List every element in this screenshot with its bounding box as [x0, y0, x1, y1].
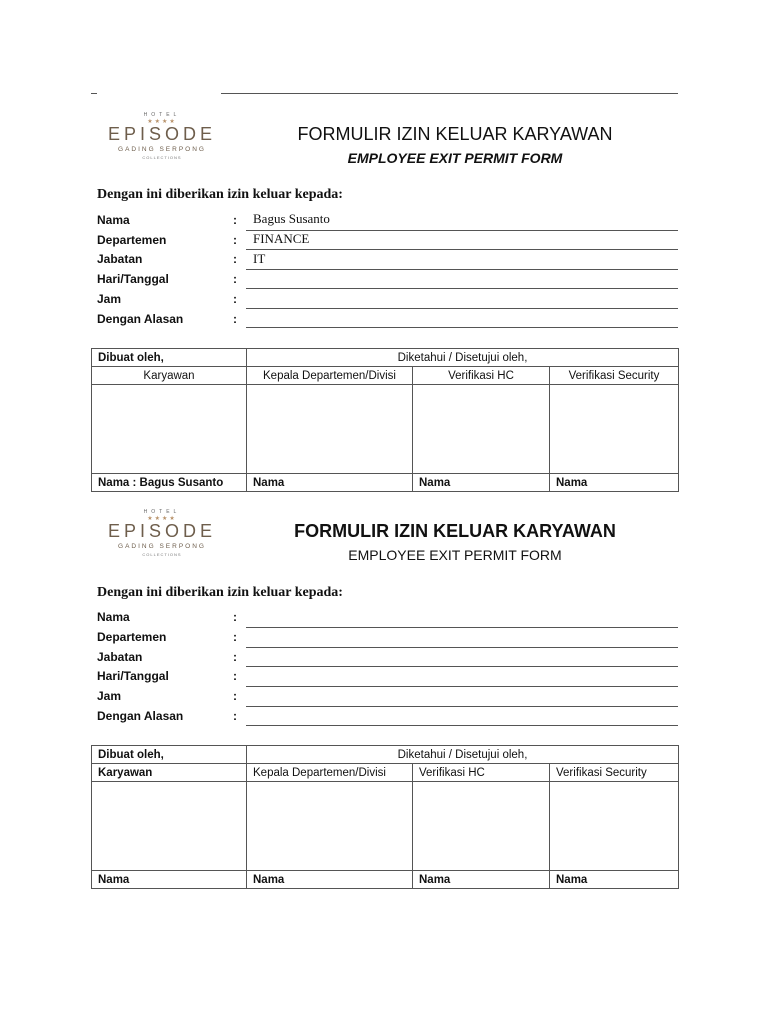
field-underline: [246, 706, 678, 707]
field-label-jam: Jam: [97, 689, 122, 703]
logo-collection-text: COLLECTIONS: [142, 552, 182, 557]
column-header-verifikasi-security: Verifikasi Security: [550, 367, 679, 385]
signature-box-kepala-departemen[interactable]: [247, 782, 413, 871]
column-header-kepala-departemen: Kepala Departemen/Divisi: [247, 764, 413, 782]
top-rule: [221, 93, 678, 94]
field-label-nama: Nama: [97, 213, 130, 227]
signature-box-verifikasi-security[interactable]: [550, 385, 679, 474]
form-intro: Dengan ini diberikan izin keluar kepada:: [97, 187, 343, 202]
field-colon: :: [233, 312, 237, 326]
signature-box-kepala-departemen[interactable]: [247, 385, 413, 474]
field-label-departemen: Departemen: [97, 630, 167, 644]
form-title: FORMULIR IZIN KELUAR KARYAWAN: [294, 521, 616, 541]
field-underline: [246, 666, 678, 667]
approved-by-header: Diketahui / Disetujui oleh,: [247, 746, 679, 764]
signature-box-karyawan[interactable]: [92, 782, 247, 871]
column-header-karyawan: Karyawan: [92, 764, 247, 782]
column-header-verifikasi-hc: Verifikasi HC: [413, 764, 550, 782]
made-by-header: Dibuat oleh,: [92, 746, 247, 764]
field-label-jabatan: Jabatan: [97, 650, 143, 664]
signature-table: [91, 348, 679, 492]
name-cell-verifikasi-hc: Nama: [413, 871, 550, 889]
field-underline: [246, 686, 678, 687]
field-colon: :: [233, 610, 237, 624]
column-header-kepala-departemen: Kepala Departemen/Divisi: [247, 367, 413, 385]
field-colon: :: [233, 213, 237, 227]
signature-box-verifikasi-hc[interactable]: [413, 782, 550, 871]
field-label-jam: Jam: [97, 292, 122, 306]
signature-box-verifikasi-security[interactable]: [550, 782, 679, 871]
field-underline: [246, 308, 678, 309]
field-underline: [246, 647, 678, 648]
logo-location-text: GADING SERPONG: [118, 146, 206, 153]
field-label-hari-tanggal: Hari/Tanggal: [97, 272, 169, 286]
field-underline: [246, 288, 678, 289]
field-colon: :: [233, 669, 237, 683]
field-colon: :: [233, 272, 237, 286]
signature-box-verifikasi-hc[interactable]: [413, 385, 550, 474]
name-cell-verifikasi-security: Nama: [550, 474, 679, 492]
name-cell-kepala-departemen: Nama: [247, 871, 413, 889]
field-colon: :: [233, 233, 237, 247]
logo-collection-text: COLLECTIONS: [142, 155, 182, 160]
field-label-alasan: Dengan Alasan: [97, 312, 184, 326]
field-underline: [246, 230, 678, 231]
column-header-verifikasi-security: Verifikasi Security: [550, 764, 679, 782]
form-intro: Dengan ini diberikan izin keluar kepada:: [97, 585, 343, 600]
field-underline: [246, 249, 678, 250]
logo-hotel-text: HOTEL: [143, 509, 181, 515]
logo-brand-text: EPISODE: [107, 521, 217, 541]
form-title: FORMULIR IZIN KELUAR KARYAWAN: [297, 124, 613, 144]
field-value-nama[interactable]: Bagus Susanto: [253, 211, 330, 226]
field-underline: [246, 327, 678, 328]
hotel-logo: [100, 112, 224, 168]
signature-table: [91, 745, 679, 889]
column-header-karyawan: Karyawan: [92, 367, 247, 385]
name-cell-verifikasi-hc: Nama: [413, 474, 550, 492]
field-colon: :: [233, 689, 237, 703]
hotel-logo: [100, 509, 224, 565]
field-colon: :: [233, 630, 237, 644]
form-subtitle: EMPLOYEE EXIT PERMIT FORM: [347, 150, 563, 166]
column-header-verifikasi-hc: Verifikasi HC: [413, 367, 550, 385]
field-colon: :: [233, 709, 237, 723]
name-cell-verifikasi-security: Nama: [550, 871, 679, 889]
approved-by-header: Diketahui / Disetujui oleh,: [247, 349, 679, 367]
made-by-header: Dibuat oleh,: [92, 349, 247, 367]
field-underline: [246, 725, 678, 726]
field-underline: [246, 627, 678, 628]
name-cell-kepala-departemen: Nama: [247, 474, 413, 492]
name-cell-karyawan: Nama: [92, 871, 247, 889]
logo-stars-icon: ★★★★: [147, 119, 177, 125]
field-colon: :: [233, 292, 237, 306]
field-label-hari-tanggal: Hari/Tanggal: [97, 669, 169, 683]
field-colon: :: [233, 252, 237, 266]
field-underline: [246, 269, 678, 270]
name-cell-karyawan: Nama : Bagus Susanto: [92, 474, 247, 492]
logo-hotel-text: HOTEL: [143, 112, 181, 118]
field-colon: :: [233, 650, 237, 664]
top-dash: [91, 93, 97, 94]
logo-brand-text: EPISODE: [107, 124, 217, 144]
field-label-departemen: Departemen: [97, 233, 167, 247]
field-label-jabatan: Jabatan: [97, 252, 143, 266]
field-value-departemen[interactable]: FINANCE: [253, 231, 310, 246]
logo-location-text: GADING SERPONG: [118, 543, 206, 550]
logo-stars-icon: ★★★★: [147, 516, 177, 522]
signature-box-karyawan[interactable]: [92, 385, 247, 474]
form-subtitle: EMPLOYEE EXIT PERMIT FORM: [348, 547, 562, 563]
field-label-nama: Nama: [97, 610, 130, 624]
field-label-alasan: Dengan Alasan: [97, 709, 184, 723]
field-value-jabatan[interactable]: IT: [253, 251, 266, 266]
